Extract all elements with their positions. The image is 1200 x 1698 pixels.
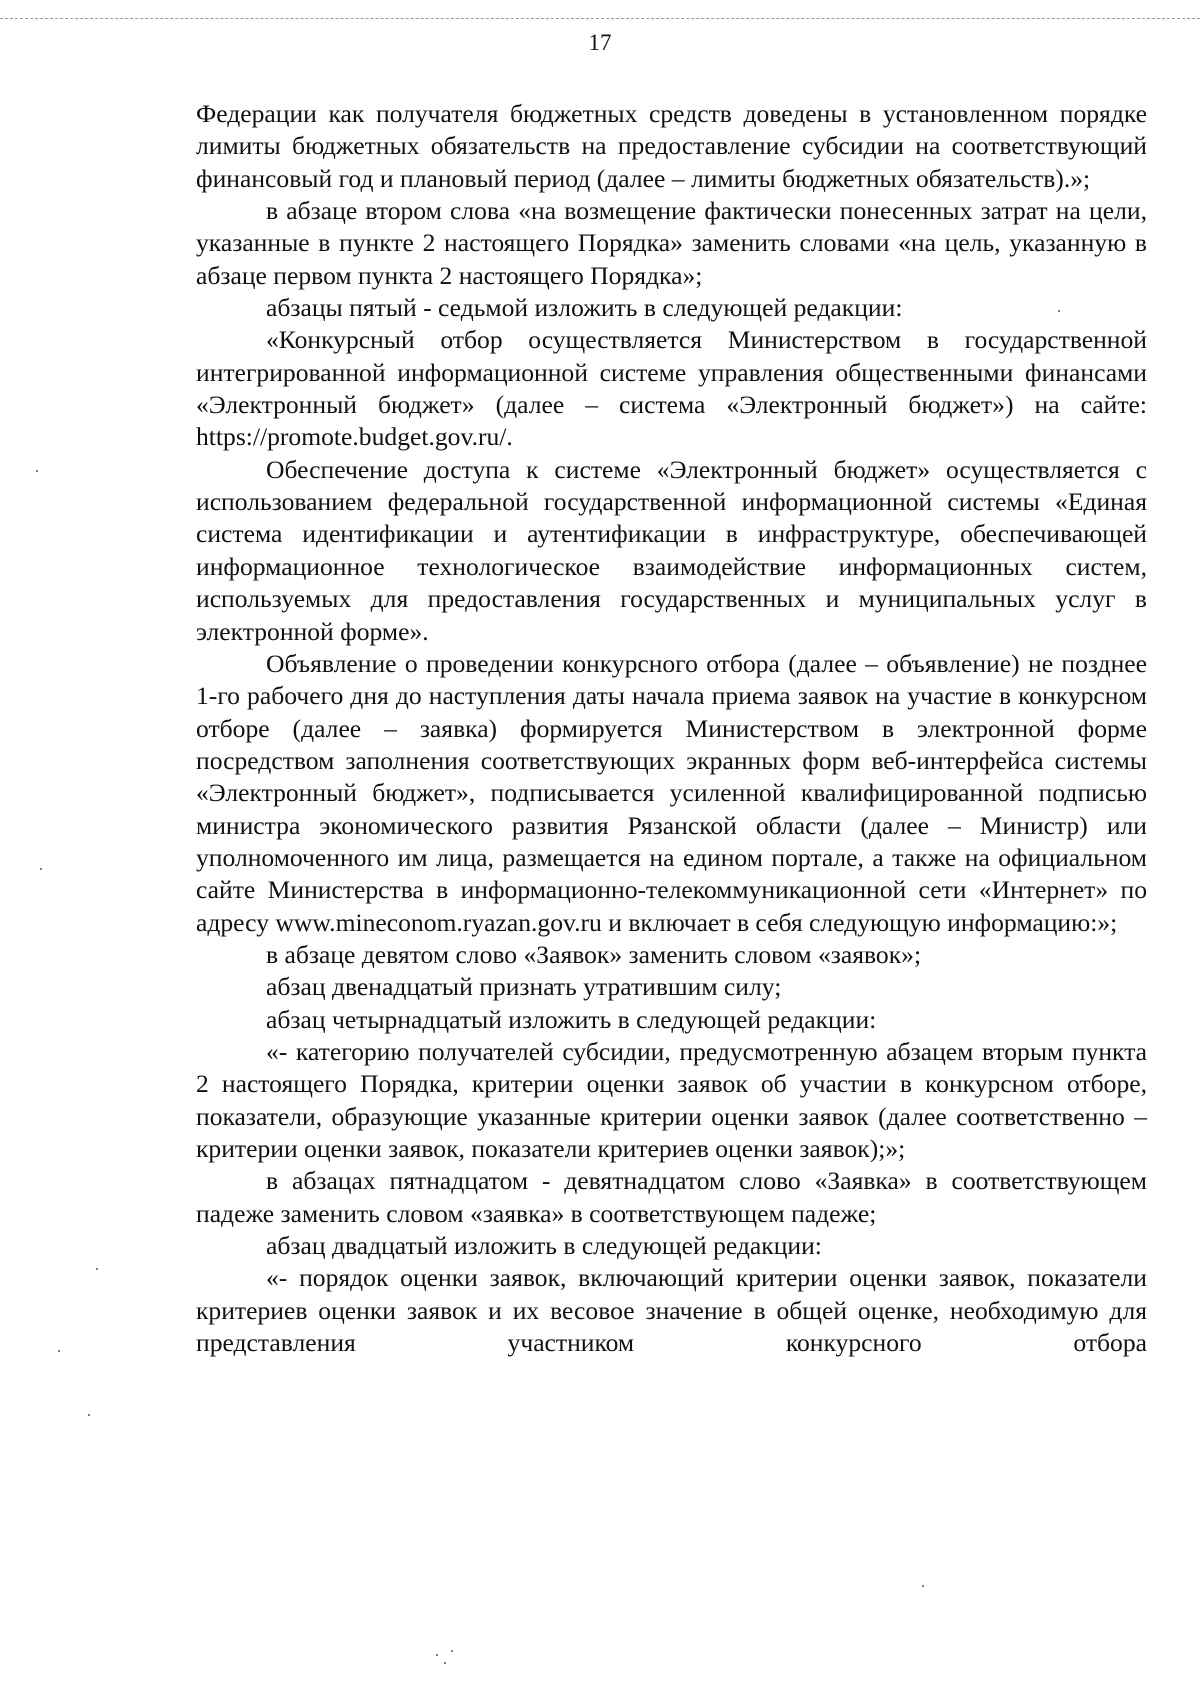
scan-speck	[451, 1650, 453, 1652]
scan-edge-line	[0, 18, 1200, 19]
paragraph: в абзаце девятом слово «Заявок» заменить словом «заявок»;	[266, 939, 922, 969]
paragraph: абзацы пятый - седьмой изложить в следующей редакции:	[266, 293, 903, 323]
paragraph: Обеспечение доступа к системе «Электронный бюджет» осуществляется с использованием федеральной государственной информационной системы «Единая система идентификации и аутентификации в инфраструктуре, обеспечивающей информационное технологическое взаимодействие информационных систем, используемых для предоставления государственных и муниципальных услуг в электронной форме».	[196, 454, 1147, 646]
scan-speck	[40, 868, 42, 870]
paragraph: абзац двадцатый изложить в следующей редакции:	[266, 1231, 822, 1261]
paragraph: «Конкурсный отбор осуществляется Министерством в государственной интегрированной информационной системе управления общественными финансами «Электронный бюджет» (далее – система «Электронный бюджет») на сайте: https://promote.budget.gov.ru/.	[196, 325, 1147, 452]
scan-speck	[88, 1414, 90, 1416]
scan-speck	[96, 1268, 98, 1270]
page-number: 17	[588, 30, 612, 55]
paragraph: абзац двенадцатый признать утратившим силу;	[266, 972, 782, 1002]
paragraph: в абзаце втором слова «на возмещение фактически понесенных затрат на цели, указанные в пункте 2 настоящего Порядка» заменить словами «на цель, указанную в абзаце первом пункта 2 настоящего Порядка»;	[196, 196, 1147, 290]
scan-speck	[36, 470, 38, 472]
paragraph-continues-next-page: «- порядок оценки заявок, включающий критерии оценки заявок, показатели критериев оценки заявок и их весовое значение в общей оценке, необходимую для представления участником конкурсного отбора	[196, 1263, 1147, 1358]
scan-speck	[436, 1654, 438, 1656]
paragraph: «- категорию получателей субсидии, предусмотренную абзацем вторым пункта 2 настоящего Порядка, критерии оценки заявок об участии в конкурсном отборе, показатели, образующие указанные критерии оценки заявок (далее соответственно – критерии оценки заявок, показатели критериев оценки заявок);»;	[196, 1036, 1147, 1163]
paragraph: абзац четырнадцатый изложить в следующей редакции:	[266, 1004, 877, 1034]
scan-speck	[58, 1350, 60, 1352]
scan-speck	[1058, 310, 1060, 312]
scan-speck	[922, 1585, 924, 1587]
paragraph-continuation: Федерации как получателя бюджетных средств доведены в установленном порядке лимиты бюджетных обязательств на предоставление субсидии на соответствующий финансовый год и плановый период (далее – лимиты бюджетных обязательств).»;	[196, 99, 1147, 193]
document-body	[196, 98, 1147, 1359]
paragraph: Объявление о проведении конкурсного отбора (далее – объявление) не позднее 1-го рабочего дня до наступления даты начала приема заявок на участие в конкурсном отборе (далее – заявка) формируется Министерством в электронной форме посредством заполнения соответствующих экранных форм веб-интерфейса системы «Электронный бюджет», подписывается усиленной квалифицированной подписью министра экономического развития Рязанской области (далее – Министр) или уполномоченного им лица, размещается на едином портале, а также на официальном сайте Министерства в информационно-телекоммуникационной сети «Интернет» по адресу www.mineconom.ryazan.gov.ru и включает в себя следующую информацию:»;	[196, 648, 1147, 937]
paragraph: в абзацах пятнадцатом - девятнадцатом слово «Заявка» в соответствующем падеже заменить словом «заявка» в соответствующем падеже;	[196, 1166, 1147, 1228]
scan-speck	[444, 1662, 446, 1664]
